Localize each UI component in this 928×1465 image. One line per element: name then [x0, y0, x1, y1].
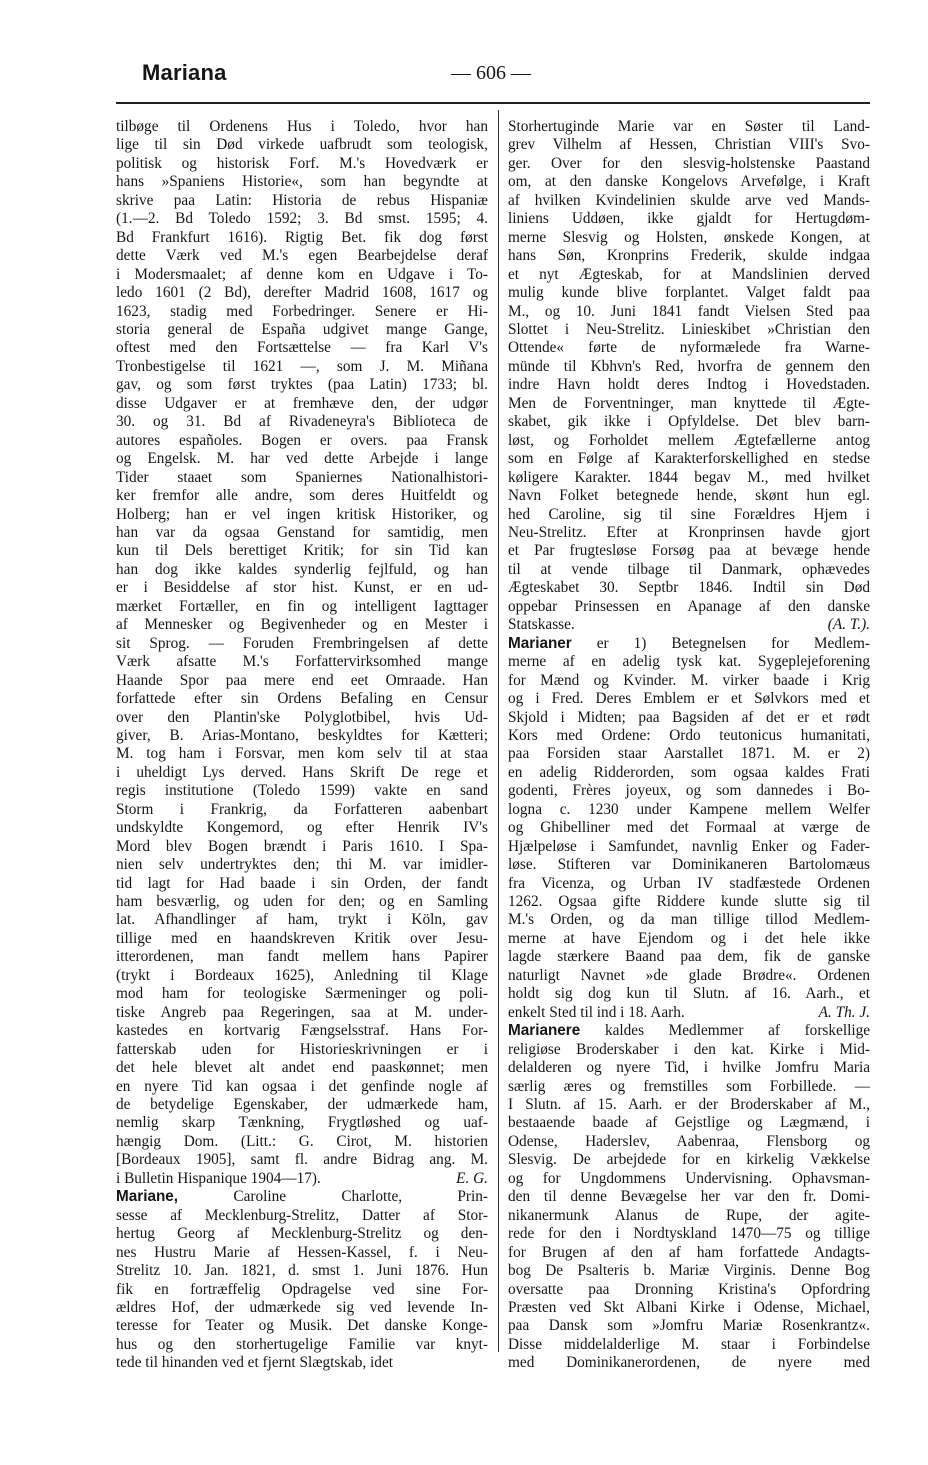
text-line: hængig Dom. (Litt.: G. Cirot, M. historien — [116, 1132, 488, 1150]
text-line: ger. Over for den slesvig-holstenske Paastand — [508, 154, 870, 172]
text-line: Storm i Frankrig, da Forfatteren aabenbart — [116, 800, 488, 818]
text-line: fik en fortræffelig Opdragelse ved sine For- — [116, 1280, 488, 1298]
author-initials: E. G. — [456, 1169, 488, 1187]
text-line: naturligt Navnet »de glade Brødre«. Ordenen — [508, 966, 870, 984]
text-line: om, at den danske Kongelovs Arvefølge, i Kraft — [508, 173, 870, 191]
text-line: over den Plantin'ske Polyglotbibel, hvis Ud- — [116, 708, 488, 726]
text-line: ældres Hof, der udmærkede sig ved levende In- — [116, 1299, 488, 1316]
text-line: for Mænd og Kvinder. M. virker baade i Krig — [508, 671, 870, 689]
text-line: paa Forsiden staar Aarstallet 1871. M. er 2) — [508, 745, 870, 763]
entry-mariana-closing — [116, 1170, 488, 1188]
text-line: mulig kunde blive forplantet. Valget faldt paa — [508, 284, 870, 302]
text-line: som en Følge af Karakterforskellighed en stedse — [508, 450, 870, 468]
entry-mariane — [116, 1188, 488, 1373]
entry-marianere — [508, 1022, 870, 1373]
entry-mariane-closing — [508, 616, 870, 634]
text-line: rede for den i Nordtyskland 1470—75 og tillige — [508, 1225, 870, 1243]
text-line: et nyt Ægteskab, for at Mandslinien derved — [508, 265, 870, 283]
text-line: tiske Angreb paa Regeringen, saa at M. under- — [116, 1003, 488, 1021]
text-line: ham besværlig, og uden for den; og en Samling — [116, 893, 488, 911]
text-line: oversatte paa Dronning Kristina's Opfordring — [508, 1280, 870, 1298]
entry-mariane-body — [116, 1207, 488, 1373]
text-line: M.'s Orden, og da man tillige tillod Medlem- — [508, 911, 870, 929]
entry-mariana-body — [116, 118, 488, 1170]
text-line: køligere Karakter. 1844 begav M., med hvilket — [508, 468, 870, 486]
entry-first-line — [508, 1022, 870, 1040]
text-line: undskyldte Kongemord, og efter Henrik IV's — [116, 819, 488, 837]
text-line: Tider staaet som Spaniernes Nationalhistori- — [116, 468, 488, 486]
text-line: Neu-Strelitz. Efter at Kronprinsen havde gjort — [508, 523, 870, 541]
text-line: Storhertuginde Marie var en Søster til Land- — [508, 118, 870, 135]
right-column — [508, 118, 870, 1373]
text-line: Odense, Haderslev, Aabenraa, Flensborg og — [508, 1132, 870, 1150]
text-line: sit Sprog. — Foruden Frembringelsen af dette — [116, 634, 488, 652]
text-line: hed Caroline, sig til sine Forældres Hjem i — [508, 505, 870, 523]
entry-first-line-text: Caroline Charlotte, Prin- — [233, 1188, 488, 1206]
text-line: bog De Psalteris b. Mariæ Virginis. Denne Bog — [508, 1262, 870, 1280]
closing-line: i Bulletin Hispanique 1904—17). — [116, 1169, 321, 1187]
text-line: liniens Uddøen, ikke gjaldt for Hertugdøm- — [508, 210, 870, 228]
text-line: og Engelsk. M. har ved dette Arbejde i lange — [116, 450, 488, 468]
text-line: storia general de España udgivet mange Gange, — [116, 320, 488, 338]
closing-line: Statskasse. — [508, 616, 575, 634]
text-line: 1262. Ogsaa gifte Riddere kunde slutte sig til — [508, 893, 870, 911]
entry-first-line — [116, 1188, 488, 1206]
text-line: lat. Afhandlinger af ham, trykt i Köln, gav — [116, 911, 488, 929]
text-line: ker fremfor alle andre, som deres Huitfeldt og — [116, 487, 488, 505]
text-line: Strelitz 10. Jan. 1821, d. smst 1. Juni 1876. Hun — [116, 1262, 488, 1280]
text-line: Skjold i Midten; paa Bagsiden af det er et rødt — [508, 708, 870, 726]
text-line: 1623, stadig med Forbedringer. Senere er Hi- — [116, 302, 488, 320]
text-line: politisk og historisk Forf. M.'s Hovedværk er — [116, 154, 488, 172]
text-line: godenti, Frères joyeux, og som dannedes i Bo- — [508, 782, 870, 800]
text-line: merne at have Ejendom og i det hele ikke — [508, 929, 870, 947]
text-line: Præsten ved Skt Albani Kirke i Odense, Michael, — [508, 1299, 870, 1316]
text-line: nes Hustru Marie af Hessen-Kassel, f. i Neu- — [116, 1243, 488, 1261]
text-line: logna c. 1230 under Kampene mellem Welfer — [508, 800, 870, 818]
text-line: Hjælpeløse i Samfundet, navnlig Enker og Fader- — [508, 837, 870, 855]
text-line: og for Ungdommens Undervisning. Ophavsman- — [508, 1169, 870, 1187]
text-line: lige til sin Død virkede uafbrudt som teologisk, — [116, 136, 488, 154]
text-line: münde til Kbhvn's Red, hvorfra de gennem den — [508, 357, 870, 375]
text-line: tid lagt for Had baade i sin Orden, der fandt — [116, 874, 488, 892]
text-line: i Modersmaalet; af denne kom en Udgave i To- — [116, 265, 488, 283]
text-line: bestaaende baade af Gejstlige og Lægmænd, i — [508, 1114, 870, 1132]
text-line: Navn Folket betegnede hende, skønt hun egl. — [508, 487, 870, 505]
text-line: af Mennesker og Begivenheder og en Mester i — [116, 616, 488, 634]
text-line: Men de Forventninger, man knyttede til Ægte- — [508, 394, 870, 412]
entry-marianer-closing — [508, 1004, 870, 1022]
text-line: forfattede efter sin Ordens Befaling en Censur — [116, 690, 488, 708]
text-line: for Brugen af den af ham forfattede Andagts- — [508, 1243, 870, 1261]
text-line: i uheldigt Lys derved. Hans Skrift De rege et — [116, 763, 488, 781]
headword: Marianere — [508, 1022, 581, 1040]
entry-first-line — [508, 635, 870, 653]
entry-first-line-text: kaldes Medlemmer af forskellige — [604, 1022, 871, 1040]
header-rule — [116, 102, 870, 104]
text-line: særlig æres og fremstilles som Forbillede. — — [508, 1077, 870, 1095]
text-line: Bd Frankfurt 1616). Rigtig Bet. fik dog først — [116, 228, 488, 246]
text-line: holdt sig dog kun til Slutn. af 16. Aarh., et — [508, 985, 870, 1003]
text-line: Slottet i Neu-Strelitz. Linieskibet »Christian den — [508, 320, 870, 338]
headword: Marianer — [508, 634, 572, 652]
text-line: mod ham for teologiske Særmeninger og poli- — [116, 985, 488, 1003]
text-line: skrive paa Latin: Historia de rebus Hispaniæ — [116, 191, 488, 209]
text-line: delalderen og nyere Tid, i hvilke Jomfru Maria — [508, 1059, 870, 1077]
entry-mariane-continued — [508, 118, 870, 616]
text-line: løst, og Forholdet mellem Ægtefællerne antog — [508, 431, 870, 449]
headword: Mariane, — [116, 1188, 179, 1206]
text-line: mærket Fortæller, en fin og intelligent Iagttager — [116, 597, 488, 615]
text-line: I Slutn. af 15. Aarh. er der Broderskaber af M., — [508, 1096, 870, 1114]
entry-first-line-text: er 1) Betegnelsen for Medlem- — [596, 634, 871, 652]
text-line: tede til hinanden ved et fjernt Slægtskab, idet — [116, 1354, 393, 1372]
text-line: (trykt i Bordeaux 1625), Anledning til Klage — [116, 966, 488, 984]
text-line: fatterskab uden for Historieskrivningen er i — [116, 1040, 488, 1058]
text-line: Slesvig. De arbejdede for en kirkelig Vækkelse — [508, 1151, 870, 1169]
text-line: det hele blevet alt andet end paaskønnet; men — [116, 1059, 488, 1077]
text-line: til at vende tilbage til Danmark, ophævedes — [508, 560, 870, 578]
author-initials: A. Th. J. — [818, 1003, 870, 1021]
text-line: en nyere Tid kan ogsaa i det genfinde nogle af — [116, 1077, 488, 1095]
text-line: den til denne Bevægelse her var den fr. Domi- — [508, 1188, 870, 1206]
text-line: disse Udgaver er at fremhæve den, der udgør — [116, 394, 488, 412]
text-line: fra Vicenza, og Urban IV stadfæstede Ordenen — [508, 874, 870, 892]
text-line: med Dominikanerordenen, de nyere med — [508, 1354, 870, 1372]
text-line: sesse af Mecklenburg-Strelitz, Datter af Stor- — [116, 1206, 488, 1224]
entry-marianer-body — [508, 653, 870, 1004]
text-line: (1.—2. Bd Toledo 1592; 3. Bd smst. 1595; 4. — [116, 210, 488, 228]
text-line: Værk afsatte M.'s Forfattervirksomhed mange — [116, 653, 488, 671]
text-line: giver, B. Arias-Montano, beskyldtes for Kætteri; — [116, 726, 488, 744]
text-line: en adelig Ridderorden, som ogsaa kaldes Frati — [508, 763, 870, 781]
text-line: teresse for Teater og Musik. Det danske Konge- — [116, 1317, 488, 1335]
text-line: er i Besiddelse af stor hist. Kunst, er en ud- — [116, 579, 488, 597]
text-line: dette Værk ved M.'s egen Bearbejdelse deraf — [116, 247, 488, 265]
entry-marianer — [508, 635, 870, 1023]
text-line: 30. og 31. Bd af Rivadeneyra's Biblioteca de — [116, 413, 488, 431]
text-line: merne Slesvig og Holsten, ønskede Kongen, at — [508, 228, 870, 246]
text-line: hertug Georg af Mecklenburg-Strelitz og den- — [116, 1225, 488, 1243]
running-head: Mariana — [142, 60, 227, 85]
text-line: religiøse Broderskaber i den kat. Kirke i Mid- — [508, 1040, 870, 1058]
text-line: et Par frugtesløse Forsøg paa at bevæge hende — [508, 542, 870, 560]
text-line: skabet, gik ikke i Opfyldelse. Det blev barn- — [508, 413, 870, 431]
text-line: kastedes en kortvarig Fængselsstraf. Hans For- — [116, 1022, 488, 1040]
text-line: lagde stærkere Baand paa dem, fik de ganske — [508, 948, 870, 966]
text-line: nemlig skarp Tænkning, Frygtløshed og uaf- — [116, 1114, 488, 1132]
text-line: han var da ogsaa Genstand for samtidig, men — [116, 523, 488, 541]
text-line: de betydelige Egenskaber, der udmærkede ham, — [116, 1096, 488, 1114]
text-line: oftest med den Fortsættelse — fra Karl V's — [116, 339, 488, 357]
text-line: indre Havn holdt deres Indtog i Hovedstaden. — [508, 376, 870, 394]
text-line: oppebar Prinsessen en Apanage af den danske — [508, 597, 870, 615]
text-line: Disse middelalderlige M. staar i Forbindelse — [508, 1335, 870, 1353]
closing-line: enkelt Sted til ind i 18. Aarh. — [508, 1003, 685, 1021]
text-line: Mord blev Bogen brændt i Paris 1610. I Spa- — [116, 837, 488, 855]
text-line: nikanermunk Alanus de Rupe, der agite- — [508, 1206, 870, 1224]
text-line: Kors med Ordene: Ordo teutonicus humanitati, — [508, 726, 870, 744]
left-column — [116, 118, 488, 1373]
text-line: Tronbestigelse til 1621 —, som J. M. Miñana — [116, 357, 488, 375]
text-line: gav, og som først tryktes (paa Latin) 1733; bl. — [116, 376, 488, 394]
text-line: itterordenen, man fandt mellem hans Papirer — [116, 948, 488, 966]
text-line: hus og den storhertugelige Familie var knyt- — [116, 1335, 488, 1353]
text-line: kun til Dels berettiget Kritik; for sin Tid kan — [116, 542, 488, 560]
text-line: M. tog ham i Forsvar, men kom selv til at staa — [116, 745, 488, 763]
author-initials: (A. T.). — [827, 616, 870, 634]
text-line: tillige med en haandskreven Kritik over Jesu- — [116, 929, 488, 947]
text-line: hans »Spaniens Historie«, som han begyndte at — [116, 173, 488, 191]
text-line: ledo 1601 (2 Bd), derefter Madrid 1608, 1617 og — [116, 284, 488, 302]
text-line: Ottende« førte de nyformælede fra Warne- — [508, 339, 870, 357]
text-line: paa Dansk som »Jomfru Mariæ Rosenkrantz«. — [508, 1317, 870, 1335]
text-line: Haande Spor paa mere end eet Omraade. Han — [116, 671, 488, 689]
column-divider — [498, 110, 499, 1352]
text-line: autores españoles. Bogen er overs. paa Fransk — [116, 431, 488, 449]
text-line: af hvilken Kvindelinien skulde arve ved Mands- — [508, 191, 870, 209]
text-line: og Ghibelliner med det Formaal at værge de — [508, 819, 870, 837]
text-line: han dog ikke kaldes synderlig fejlfuld, og han — [116, 560, 488, 578]
text-line: Holberg; han er vel ingen kritisk Historiker, og — [116, 505, 488, 523]
text-line: M., og 10. Juni 1841 fandt Vielsen Sted paa — [508, 302, 870, 320]
text-line: hans Søn, Kronprins Frederik, skulde indgaa — [508, 247, 870, 265]
text-line: tilbøge til Ordenens Hus i Toledo, hvor han — [116, 118, 488, 135]
text-line: løse. Stifteren var Dominikaneren Bartolomæus — [508, 856, 870, 874]
text-line: og i Fred. Deres Emblem er et Sølvkors med et — [508, 690, 870, 708]
text-line: grev Vilhelm af Hessen, Christian VIII's Svo- — [508, 136, 870, 154]
text-line: regis institutione (Toledo 1599) vakte en sand — [116, 782, 488, 800]
text-line: nien selv undertryktes den; thi M. var imidler- — [116, 856, 488, 874]
text-line: [Bordeaux 1905], samt fl. andre Bidrag ang. M. — [116, 1151, 488, 1169]
text-line: merne af en adelig tysk kat. Sygeplejeforening — [508, 653, 870, 671]
page-number: — 606 — — [451, 62, 531, 84]
entry-marianere-body — [508, 1041, 870, 1373]
text-line: Ægteskabet 30. Septbr 1846. Indtil sin Død — [508, 579, 870, 597]
